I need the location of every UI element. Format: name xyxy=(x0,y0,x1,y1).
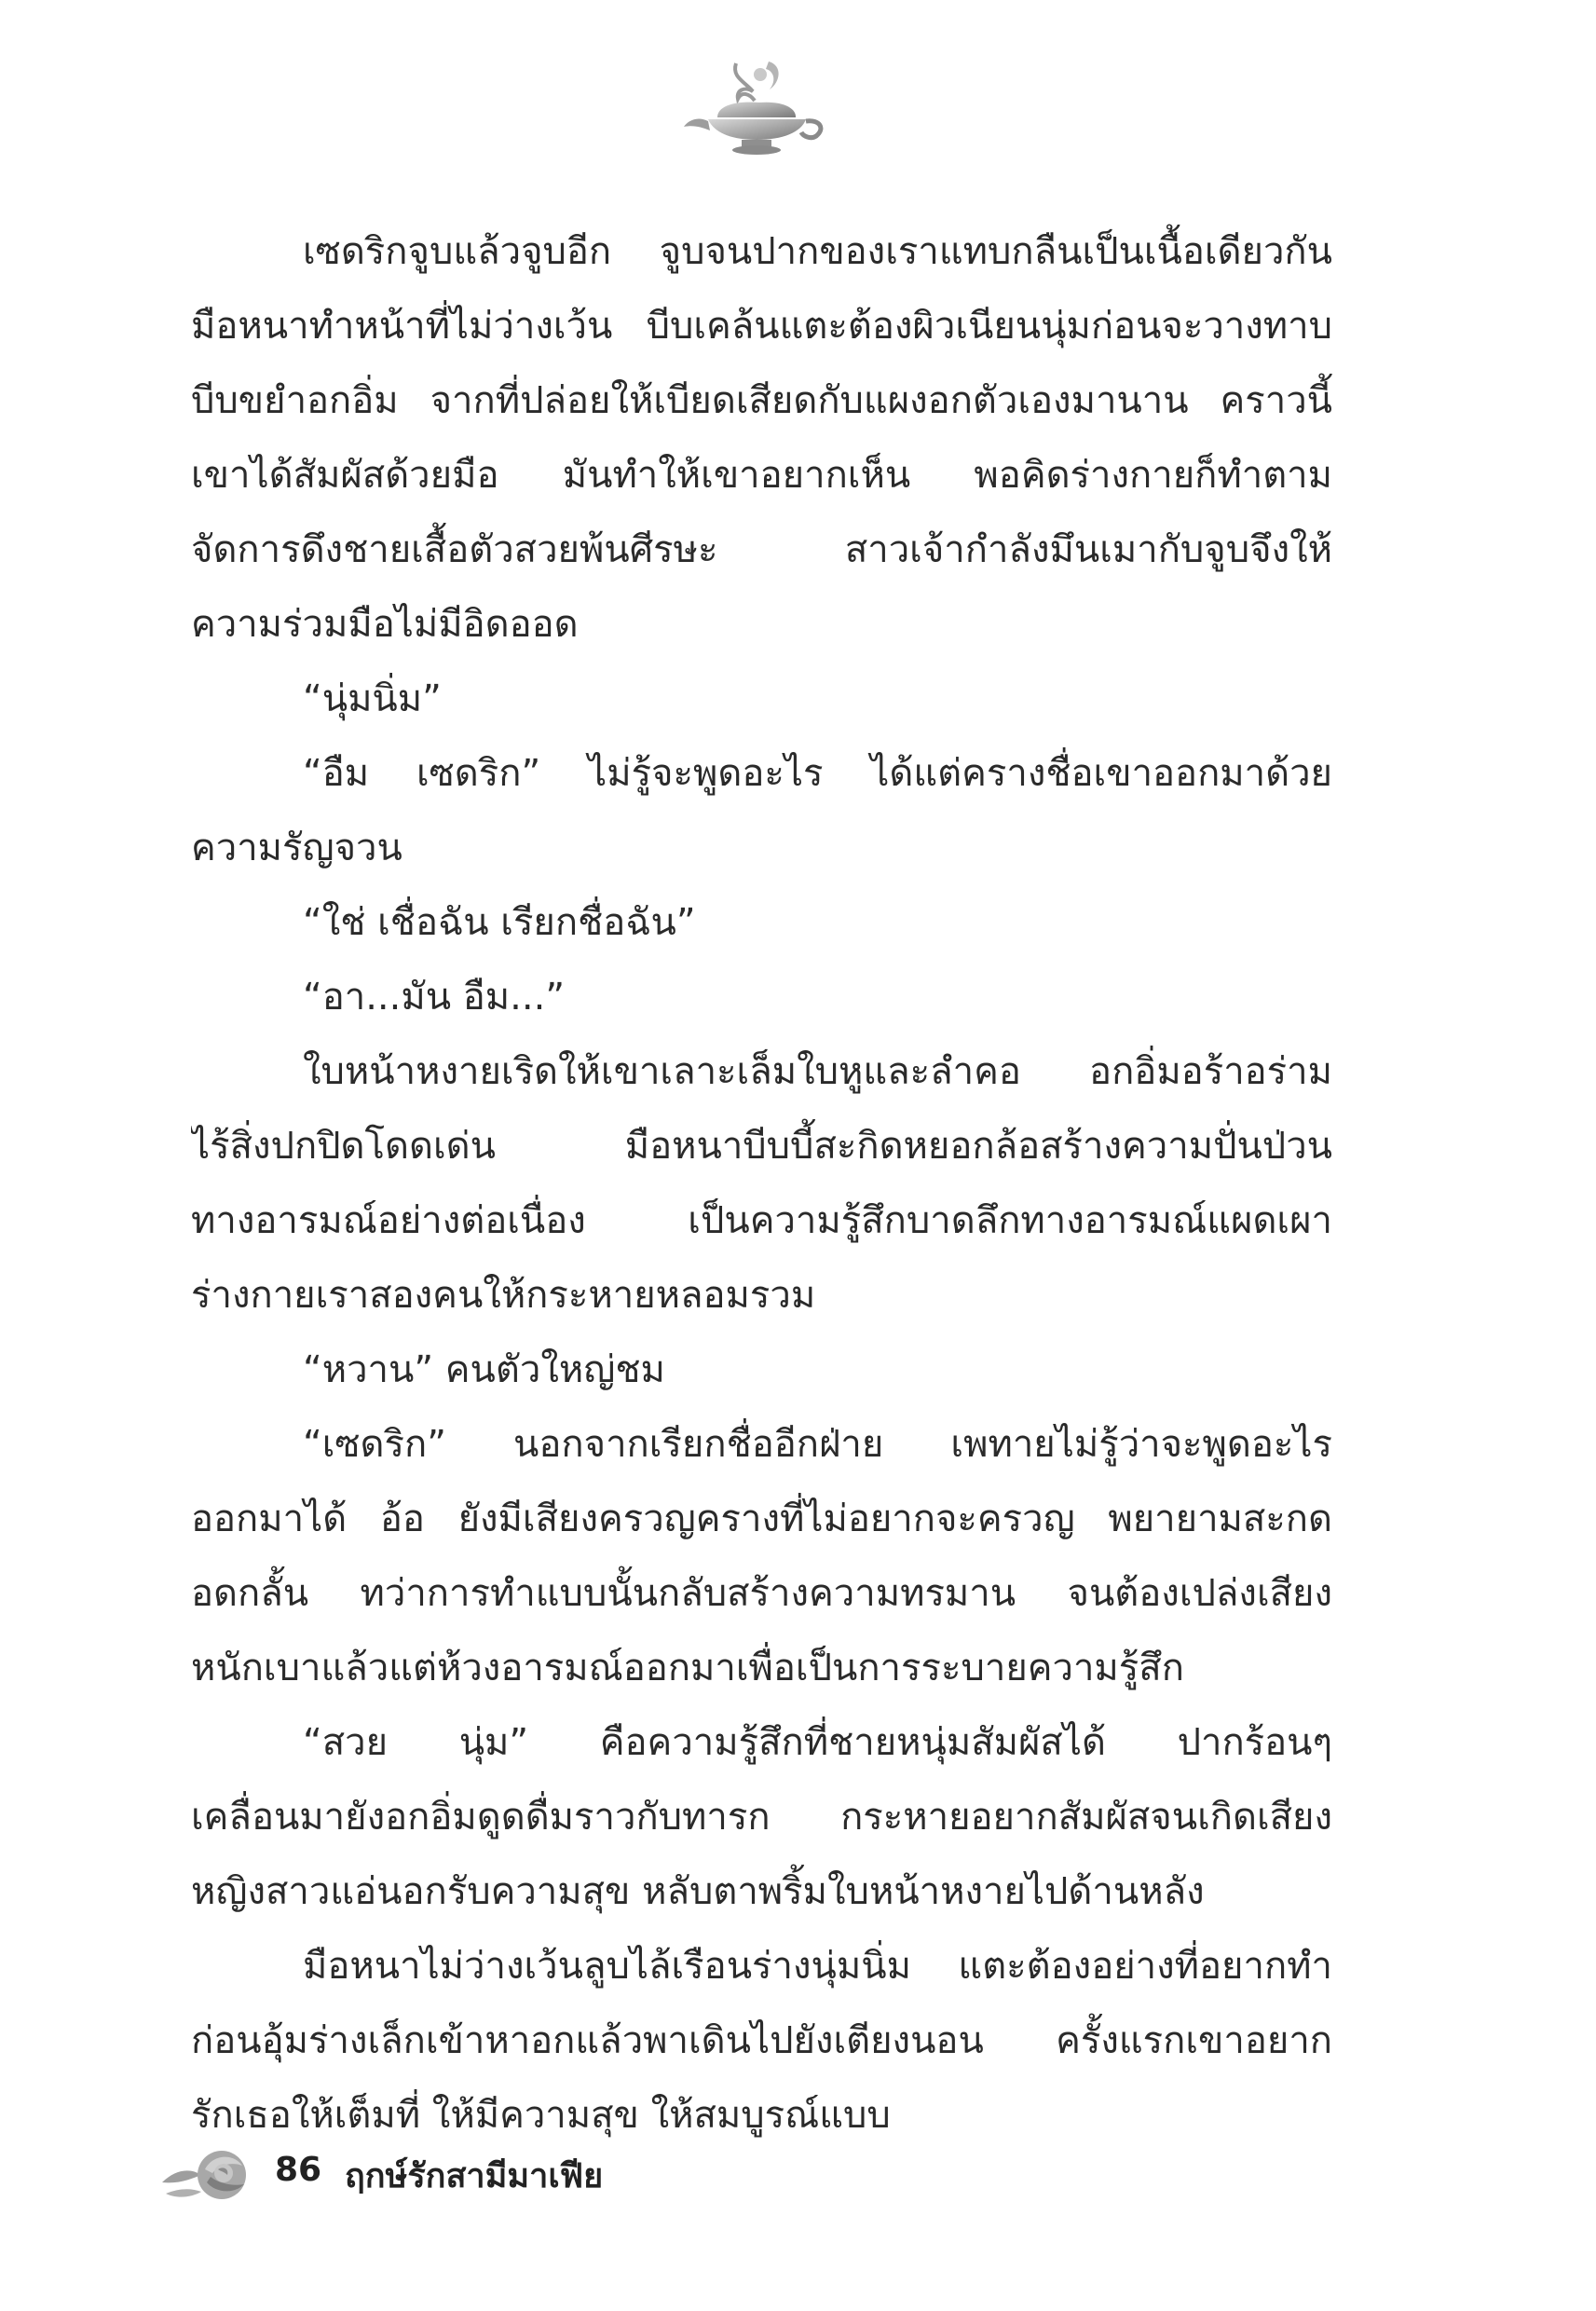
text-line: เซดริกจูบแล้วจูบอีก จูบจนปากของเราแทบกลืนเป็นเนื้อเดียวกัน xyxy=(303,230,1332,273)
text-line: ไร้สิ่งปกปิดโดดเด่น มือหนาบีบบี้สะกิดหยอกล้อสร้างความปั่นป่วน xyxy=(191,1125,1332,1168)
text-line: “สวย นุ่ม” คือความรู้สึกที่ชายหนุ่มสัมผัสได้ ปากร้อนๆ xyxy=(303,1721,1332,1764)
text-line: “นุ่มนิ่ม” xyxy=(303,677,442,720)
text-line: ทางอารมณ์อย่างต่อเนื่อง เป็นความรู้สึกบาดลึกทางอารมณ์แผดเผา xyxy=(191,1199,1332,1242)
book-title: ฤกษ์รักสามีมาเฟีย xyxy=(345,2157,604,2195)
text-line: “อืม เซดริก” ไม่รู้จะพูดอะไร ได้แต่ครางชื่อเขาออกมาด้วย xyxy=(303,752,1332,795)
text-line: “อา...มัน อืม...” xyxy=(303,976,566,1019)
page-footer xyxy=(158,2134,811,2218)
text-line: รักเธอให้เต็มที่ ให้มีความสุข ให้สมบูรณ์แบบ xyxy=(191,2094,891,2137)
text-line: “เซดริก” นอกจากเรียกชื่ออีกฝ่าย เพทายไม่รู้ว่าจะพูดอะไร xyxy=(303,1423,1332,1466)
page-number: 86 xyxy=(275,2151,322,2189)
body-text xyxy=(191,214,1332,2153)
text-line: ร่างกายเราสองคนให้กระหายหลอมรวม xyxy=(191,1274,816,1317)
text-line: เขาได้สัมผัสด้วยมือ มันทำให้เขาอยากเห็น พอคิดร่างกายก็ทำตาม xyxy=(191,454,1332,497)
text-line: เคลื่อนมายังอกอิ่มดูดดื่มราวกับทารก กระหายอยากสัมผัสจนเกิดเสียง xyxy=(191,1796,1332,1839)
text-line: ใบหน้าหงายเริดให้เขาเลาะเล็มใบหูและลำคอ อกอิ่มอร้าอร่าม xyxy=(303,1050,1332,1093)
text-line: ก่อนอุ้มร่างเล็กเข้าหาอกแล้วพาเดินไปยังเตียงนอน ครั้งแรกเขาอยาก xyxy=(191,2019,1332,2062)
genie-lamp-icon xyxy=(680,54,829,157)
text-line: หญิงสาวแอ่นอกรับความสุข หลับตาพริ้มใบหน้าหงายไปด้านหลัง xyxy=(191,1870,1205,1913)
text-line: หนักเบาแล้วแต่ห้วงอารมณ์ออกมาเพื่อเป็นการระบายความรู้สึก xyxy=(191,1647,1184,1689)
rose-icon xyxy=(158,2141,261,2207)
text-line: ความรัญจวน xyxy=(191,827,402,869)
text-line: มือหนาทำหน้าที่ไม่ว่างเว้น บีบเคล้นแตะต้องผิวเนียนนุ่มก่อนจะวางทาบ xyxy=(191,305,1332,348)
text-line: ออกมาได้ อ้อ ยังมีเสียงครวญครางที่ไม่อยากจะครวญ พยายามสะกด xyxy=(191,1497,1332,1540)
text-line: ความร่วมมือไม่มีอิดออด xyxy=(191,603,579,646)
text-line: จัดการดึงชายเสื้อตัวสวยพ้นศีรษะ สาวเจ้ากำลังมึนเมากับจูบจึงให้ xyxy=(191,528,1332,571)
text-line: บีบขยำอกอิ่ม จากที่ปล่อยให้เบียดเสียดกับแผงอกตัวเองมานาน คราวนี้ xyxy=(191,379,1332,422)
text-line: “ใช่ เชื่อฉัน เรียกชื่อฉัน” xyxy=(303,901,696,944)
text-line: อดกลั้น ทว่าการทำแบบนั้นกลับสร้างความทรมาน จนต้องเปล่งเสียง xyxy=(191,1572,1332,1615)
text-line: “หวาน” คนตัวใหญ่ชม xyxy=(303,1348,665,1391)
text-line: มือหนาไม่ว่างเว้นลูบไล้เรือนร่างนุ่มนิ่ม แตะต้องอย่างที่อยากทำ xyxy=(303,1945,1332,1988)
